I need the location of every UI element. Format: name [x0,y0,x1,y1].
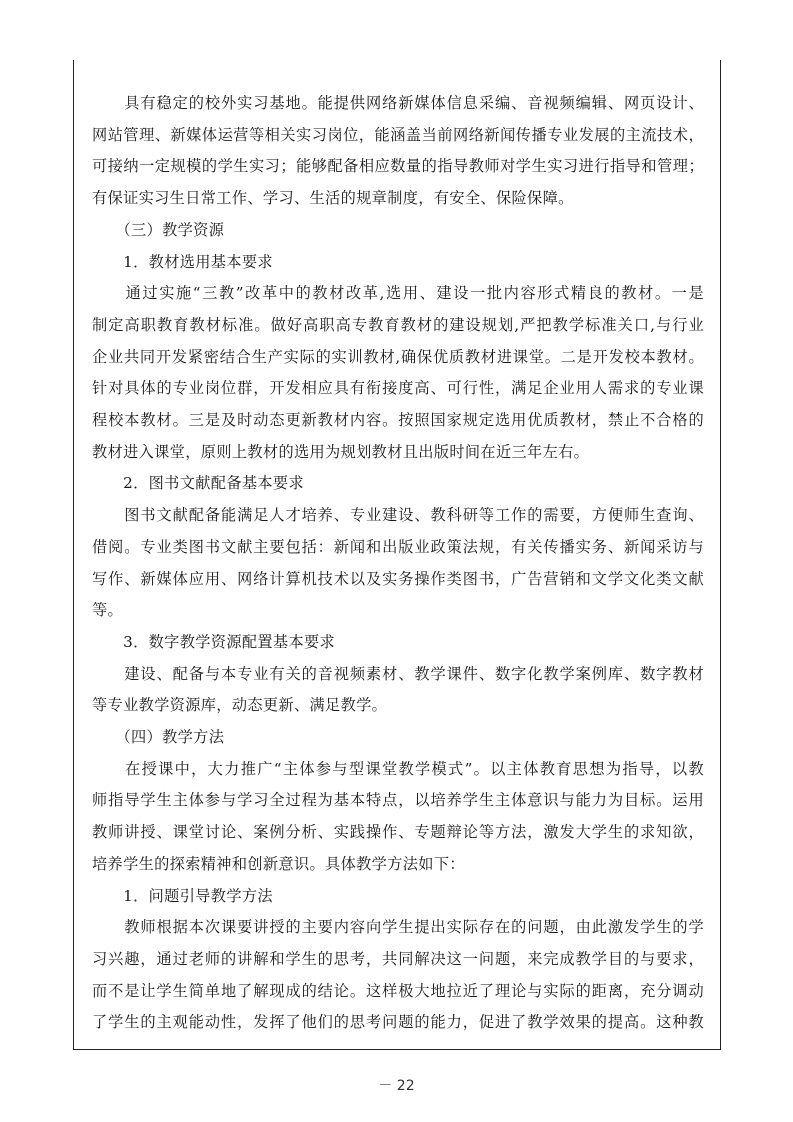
text-line: 可接纳一定规模的学生实习；能够配备相应数量的指导教师对学生实习进行指导和管理； [92,157,704,175]
text-line: 1．问题引导教学方法 [92,887,273,905]
text-line: 教师根据本次课要讲授的主要内容向学生提出实际存在的问题，由此激发学生的学 [92,918,704,936]
page-number: － 22 [378,1078,415,1094]
text-line: 2．图书文献配备基本要求 [92,474,305,492]
text-line: 等专业教学资源库，动态更新、满足教学。 [92,696,388,714]
text-line: 通过实施“三教”改革中的教材改革,选用、建设一批内容形式精良的教材。一是 [92,284,704,302]
text-line: 企业共同开发紧密结合生产实际的实训教材,确保优质教材进课堂。二是开发校本教材。 [92,348,704,366]
text-line: 具有稳定的校外实习基地。能提供网络新媒体信息采编、音视频编辑、网页设计、 [92,94,704,112]
text-line: 制定高职教育教材标准。做好高职高专教育教材的建设规划,严把教学标准关口,与行业 [92,316,704,334]
text-line: 针对具体的专业岗位群，开发相应具有衔接度高、可行性，满足企业用人需求的专业课 [92,379,704,397]
text-line: 师指导学生主体参与学习全过程为基本特点，以培养学生主体意识与能力为目标。运用 [92,791,704,809]
text-line: 教师讲授、课堂讨论、案例分析、实践操作、专题辩论等方法，激发大学生的求知欲， [92,823,704,841]
text-line: 建设、配备与本专业有关的音视频素材、教学课件、数字化教学案例库、数字教材 [92,665,704,683]
text-line: 等。 [92,601,124,619]
text-line: 借阅。专业类图书文献主要包括：新闻和出版业政策法规，有关传播实务、新闻采访与 [92,538,704,556]
text-line: 1．教材选用基本要求 [92,253,273,271]
text-line: 图书文献配备能满足人才培养、专业建设、教科研等工作的需要，方便师生查询、 [92,506,704,524]
text-line: （四）教学方法 [92,728,225,746]
text-line: 写作、新媒体应用、网络计算机技术以及实务操作类图书，广告营销和文学文化类文献 [92,570,704,588]
text-line: 3．数字教学资源配置基本要求 [92,633,336,651]
text-line: 教材进入课堂，原则上教材的选用为规划教材且出版时间在近三年左右。 [92,443,590,461]
text-line: 培养学生的探索精神和创新意识。具体教学方法如下： [92,855,465,873]
text-line: 有保证实习生日常工作、学习、生活的规章制度，有安全、保险保障。 [92,189,574,207]
text-line: 习兴趣，通过老师的讲解和学生的思考，共同解决这一问题，来完成教学目的与要求， [92,950,704,968]
text-line: 了学生的主观能动性，发挥了他们的思考问题的能力，促进了教学效果的提高。这种教 [92,1013,704,1031]
text-line: （三）教学资源 [92,221,225,239]
text-line: 程校本教材。三是及时动态更新教材内容。按照国家规定选用优质教材，禁止不合格的 [92,411,704,429]
text-line: 而不是让学生简单地了解现成的结论。这样极大地拉近了理论与实际的距离，充分调动 [92,982,704,1000]
text-line: 在授课中，大力推广“主体参与型课堂教学模式”。以主体教育思想为指导，以教 [92,760,704,778]
text-line: 网站管理、新媒体运营等相关实习岗位，能涵盖当前网络新闻传播专业发展的主流技术， [92,126,704,144]
